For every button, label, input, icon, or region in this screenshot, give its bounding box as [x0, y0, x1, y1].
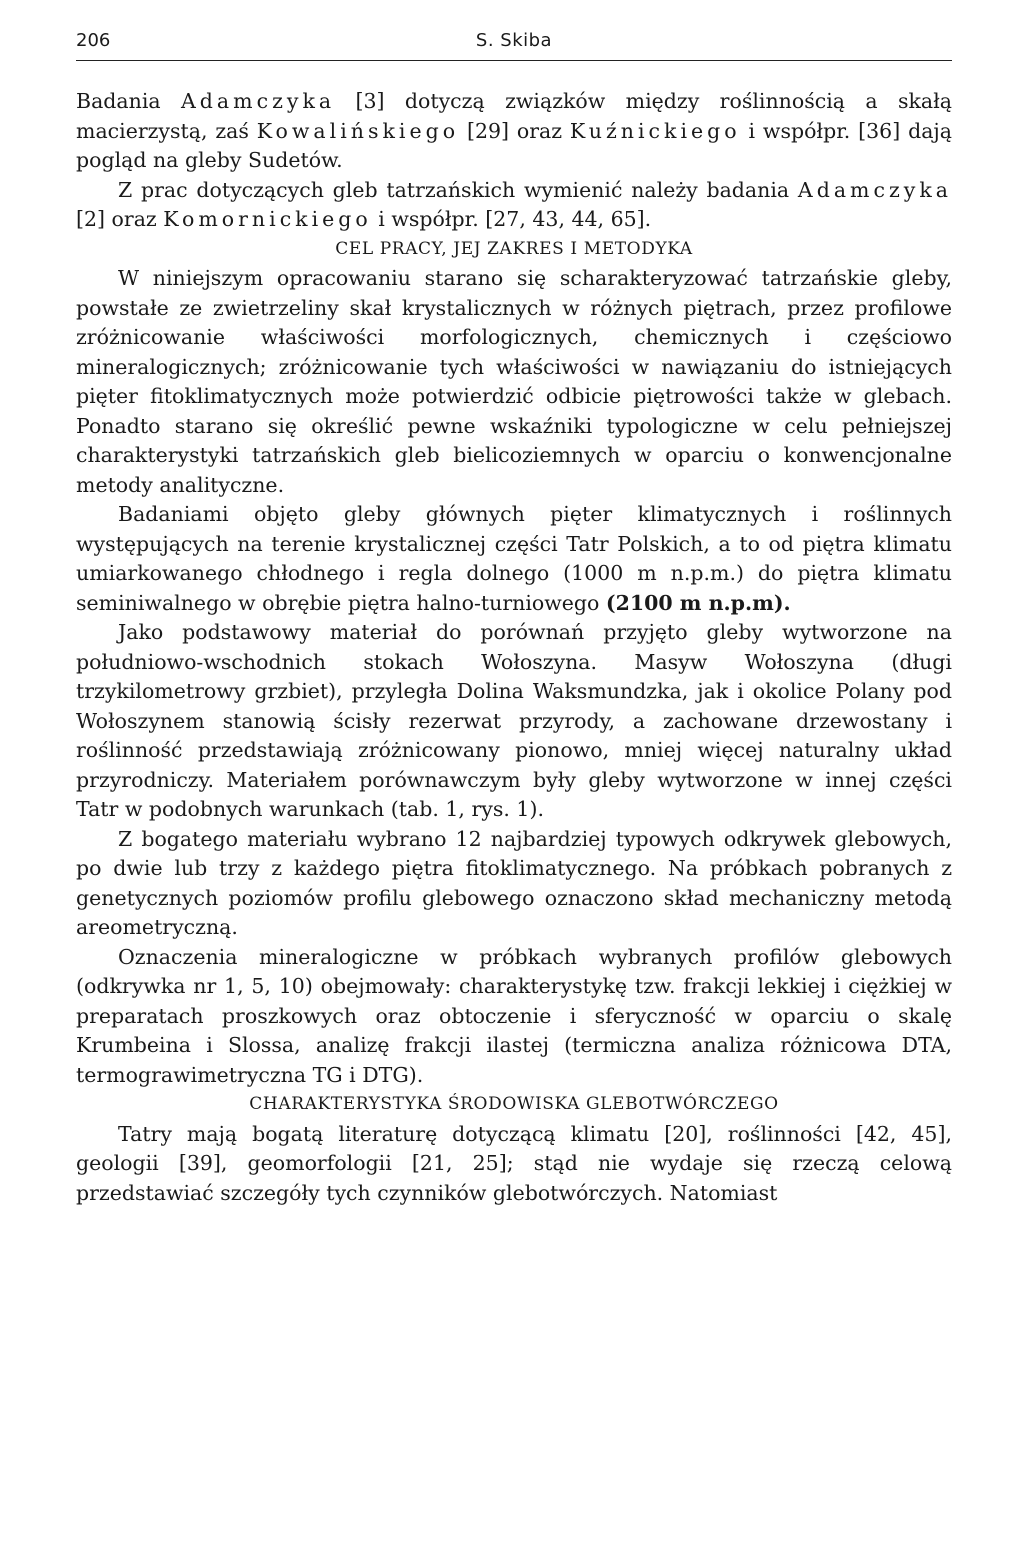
section-heading-environment: CHARAKTERYSTYKA ŚRODOWISKA GLEBOTWÓRCZEGO: [249, 1094, 779, 1114]
body-text: [76, 87, 952, 1208]
author-name: Adamczyka: [181, 89, 336, 113]
aims-paragraph-5: Oznaczenia mineralogiczne w próbkach wybranych profilów glebowych (odkrywka nr 1, 5, 10) obejmowały: charakterystykę tzw. frakcji lekkiej i ciężkiej w preparatach proszkowych oraz obtoczenie i sferyczność w oparciu o skalę Krumbeina i Slossa, analizę frakcji ilastej (termiczna analiza różnicowa DTA, termograwimetryczna TG i DTG).: [76, 944, 952, 1087]
header-rule: [76, 60, 952, 61]
aims-paragraph-1: W niniejszym opracowaniu starano się scharakteryzować tatrzańskie gleby, powstałe ze zwietrzeliny skał krystalicznych w różnych piętrach, przez profilowe zróżnicowanie właściwości morfologicznych, chemicznych i częściowo mineralogicznych; zróżnicowanie tych właściwości w nawiązaniu do istniejących pięter fitoklimatycznych może potwierdzić odbicie piętrowości także w glebach. Ponadto starano się określić pewne wskaźniki typologiczne w celu pełniejszej charakterystyki tatrzańskich gleb bielicoziemnych w oparciu o konwencjonalne metody analityczne.: [76, 266, 952, 497]
running-header: [76, 26, 952, 56]
document-page: [76, 26, 952, 1208]
running-author: S. Skiba: [475, 30, 553, 51]
page-number: 206: [76, 30, 111, 51]
intro-paragraph-2: Z prac dotyczących gleb tatrzańskich wymienić należy badania Adamczyka [2] oraz Komornickiego i współpr. [27, 43, 44, 65].: [76, 177, 952, 231]
author-name: Adamczyka: [797, 177, 952, 202]
environment-paragraph-1: Tatry mają bogatą literaturę dotyczącą klimatu [20], roślinności [42, 45], geologii [39], geomorfologii [21, 25]; stąd nie wydaje się rzeczą celową przedstawiać szczegóły tych czynników glebotwórczych. Natomiast: [76, 1121, 952, 1205]
author-name: Kuźnickiego: [569, 118, 741, 143]
altitude-bold: (2100 m n.p.m).: [605, 590, 791, 615]
author-name: Komornickiego: [163, 207, 372, 231]
aims-paragraph-3: Jako podstawowy materiał do porównań przyjęto gleby wytworzone na południowo-wschodnich stokach Wołoszyna. Masyw Wołoszyna (długi trzykilometrowy grzbiet), przyległa Dolina Waksmundzka, jak i okolice Polany pod Wołoszynem stanowią ścisły rezerwat przyrody, a zachowane drzewostany i roślinność przedstawiają zróżnicowany pionowo, mniej więcej naturalny układ przyrodniczy. Materiałem porównawczym były gleby wytworzone w innej części Tatr w podobnych warunkach (tab. 1, rys. 1).: [76, 620, 952, 821]
aims-paragraph-2: Badaniami objęto gleby głównych pięter klimatycznych i roślinnych występujących na terenie krystalicznej części Tatr Polskich, a to od piętra klimatu umiarkowanego chłodnego i regla dolnego (1000 m n.p.m.) do piętra klimatu seminiwalnego w obrębie piętra halno-turniowego (2100 m n.p.m).: [76, 502, 952, 615]
aims-paragraph-4: Z bogatego materiału wybrano 12 najbardziej typowych odkrywek glebowych, po dwie lub trzy z każdego piętra fitoklimatycznego. Na próbkach pobranych z genetycznych poziomów profilu glebowego oznaczono skład mechaniczny metodą areometryczną.: [76, 826, 952, 939]
section-heading-aims: CEL PRACY, JEJ ZAKRES I METODYKA: [335, 238, 693, 259]
intro-paragraph-1: Badania Adamczyka [3] dotyczą związków między roślinnością a skałą macierzystą, zaś Kowalińskiego [29] oraz Kuźnickiego i współpr. [36] dają pogląd na gleby Sudetów.: [76, 89, 952, 172]
author-name: Kowalińskiego: [256, 118, 460, 143]
